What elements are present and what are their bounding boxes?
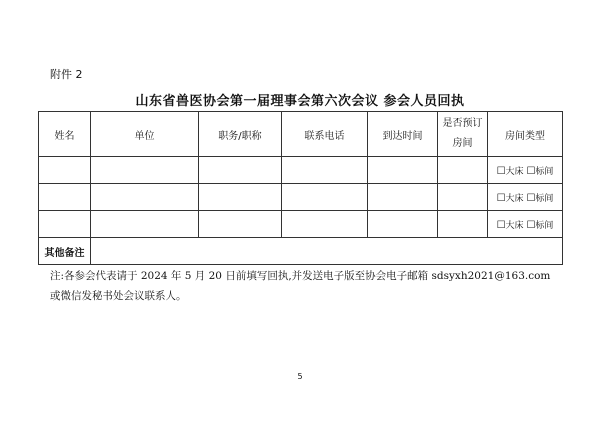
header-booking-line1: 是否预订 [442,118,483,129]
room-type-cell [488,184,563,211]
header-phone: 联系电话 [282,112,368,157]
standard-label: 标间 [535,166,554,177]
phone-cell[interactable] [282,184,368,211]
phone-cell[interactable] [282,157,368,184]
reply-form-table [38,111,563,265]
room-type-cell [488,157,563,184]
position-cell[interactable] [199,211,282,238]
attachment-label: 附件 2 [50,68,83,81]
table-row [39,211,563,238]
standard-label: 标间 [535,220,554,231]
big-bed-label: 大床 [505,220,524,231]
standard-checkbox-icon[interactable]: ☐ [526,219,536,231]
name-cell[interactable] [39,184,91,211]
big-bed-label: 大床 [505,193,524,204]
header-room-type: 房间类型 [488,112,563,157]
arrival-cell[interactable] [368,211,438,238]
note-line-1: 注:各参会代表请于 2024 年 5 月 20 日前填写回执,并发送电子版至协会电子邮箱 sdsyxh2021@163.com [50,270,551,282]
unit-cell[interactable] [91,211,199,238]
header-position: 职务/职称 [199,112,282,157]
position-cell[interactable] [199,184,282,211]
header-unit: 单位 [91,112,199,157]
big-bed-checkbox-icon[interactable]: ☐ [496,219,506,231]
note [50,266,570,306]
booking-cell[interactable] [438,157,488,184]
header-name: 姓名 [39,112,91,157]
big-bed-label: 大床 [505,166,524,177]
booking-cell[interactable] [438,184,488,211]
big-bed-checkbox-icon[interactable]: ☐ [496,165,506,177]
remarks-label: 其他备注 [39,238,91,265]
booking-cell[interactable] [438,211,488,238]
remarks-cell[interactable] [91,238,563,265]
name-cell[interactable] [39,211,91,238]
remarks-row [39,238,563,265]
position-cell[interactable] [199,157,282,184]
standard-label: 标间 [535,193,554,204]
table-row [39,184,563,211]
document-title: 山东省兽医协会第一届理事会第六次会议 参会人员回执 [135,94,465,109]
arrival-cell[interactable] [368,157,438,184]
page-number: 5 [297,372,303,381]
big-bed-checkbox-icon[interactable]: ☐ [496,192,506,204]
note-line-2: 或微信发秘书处会议联系人。 [50,290,187,302]
header-booking-line2: 房间 [452,138,473,149]
header-arrival: 到达时间 [368,112,438,157]
name-cell[interactable] [39,157,91,184]
arrival-cell[interactable] [368,184,438,211]
room-type-cell [488,211,563,238]
header-booking [438,112,488,157]
unit-cell[interactable] [91,184,199,211]
header-row [39,112,563,157]
unit-cell[interactable] [91,157,199,184]
phone-cell[interactable] [282,211,368,238]
standard-checkbox-icon[interactable]: ☐ [526,165,536,177]
table-row [39,157,563,184]
standard-checkbox-icon[interactable]: ☐ [526,192,536,204]
